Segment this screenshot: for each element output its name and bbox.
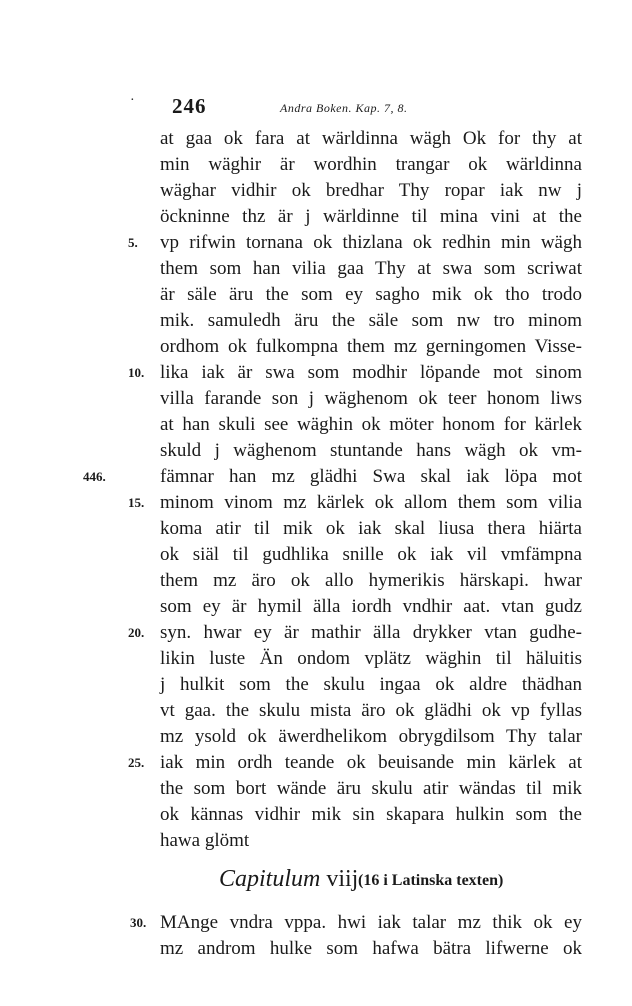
text-line: är säle äru the som ey sagho mik ok tho trodo bbox=[160, 284, 582, 305]
running-head: Andra Boken. Kap. 7, 8. bbox=[280, 101, 408, 115]
text-line: fämnar han mz glädhi Swa skal iak löpa mot bbox=[160, 466, 582, 487]
text-line: likin luste Än ondom vplätz wäghin til häluitis bbox=[160, 648, 582, 669]
text-line: mik. samuledh äru the säle som nw tro minom bbox=[160, 310, 582, 331]
line-number: 5. bbox=[128, 235, 138, 250]
text-line: mz ysold ok äwerdhelikom obrygdilsom Thy talar bbox=[160, 726, 582, 747]
text-line: iak min ordh teande ok beuisande min kärlek at bbox=[160, 752, 582, 773]
text-line: hawa glömt bbox=[160, 830, 250, 851]
text-line: ordhom ok fulkompna them mz gerningomen Visse- bbox=[160, 336, 582, 357]
text-line: som ey är hymil älla iordh vndhir aat. vtan gudz bbox=[160, 596, 582, 617]
text-line: min wäghir är wordhin trangar ok wärldinna bbox=[160, 154, 582, 175]
text-line: koma atir til mik ok iak skal liusa thera hiärta bbox=[160, 518, 582, 539]
text-line: minom vinom mz kärlek ok allom them som vilia bbox=[160, 492, 582, 513]
text-line: ok siäl til gudhlika snille ok iak vil vmfämpna bbox=[160, 544, 582, 565]
text-line: mz androm hulke som hafwa bätra lifwerne ok bbox=[160, 938, 582, 959]
text-line: at han skuli see wäghin ok möter honom for kärlek bbox=[160, 414, 582, 435]
text-line: them mz äro ok allo hymerikis härskapi. hwar bbox=[160, 570, 582, 591]
page-number: 246 bbox=[172, 94, 207, 118]
text-line: vp rifwin tornana ok thizlana ok redhin min wägh bbox=[160, 232, 582, 253]
line-number: 10. bbox=[128, 365, 145, 380]
text-line: them som han vilia gaa Thy at swa som scriwat bbox=[160, 258, 582, 279]
text-line: wäghar vidhir ok bredhar Thy ropar iak nw j bbox=[160, 180, 582, 201]
page-header bbox=[0, 94, 632, 124]
line-number: 30. bbox=[130, 915, 147, 930]
chapter-numeral: viij bbox=[326, 866, 359, 892]
text-line: syn. hwar ey är mathir älla drykker vtan gudhe- bbox=[160, 622, 582, 643]
line-number: 20. bbox=[128, 625, 145, 640]
chapter-title-word: Capitulum bbox=[219, 866, 321, 892]
margin-dot: · bbox=[130, 93, 135, 108]
line-number: 25. bbox=[128, 755, 145, 770]
text-line: skuld j wäghenom stuntande hans wägh ok vm- bbox=[160, 440, 582, 461]
chapter-title bbox=[219, 866, 358, 893]
chapter-note: (16 i Latinska texten) bbox=[358, 872, 504, 889]
text-line: lika iak är swa som modhir löpande mot sinom bbox=[160, 362, 582, 383]
text-line: ok kännas vidhir mik sin skapara hulkin som the bbox=[160, 804, 582, 825]
text-line: villa farande son j wäghenom ok teer honom liws bbox=[160, 388, 582, 409]
text-line: öckninne thz är j wärldinne til mina vini at the bbox=[160, 206, 582, 227]
margin-page-reference: 446. bbox=[83, 469, 106, 484]
text-line: at gaa ok fara at wärldinna wägh Ok for thy at bbox=[160, 128, 582, 149]
text-line: MAnge vndra vppa. hwi iak talar mz thik ok ey bbox=[160, 912, 582, 933]
text-line: vt gaa. the skulu mista äro ok glädhi ok vp fyllas bbox=[160, 700, 582, 721]
text-line: j hulkit som the skulu ingaa ok aldre thädhan bbox=[160, 674, 582, 695]
text-line: the som bort wände äru skulu atir wändas til mik bbox=[160, 778, 582, 799]
line-number: 15. bbox=[128, 495, 145, 510]
